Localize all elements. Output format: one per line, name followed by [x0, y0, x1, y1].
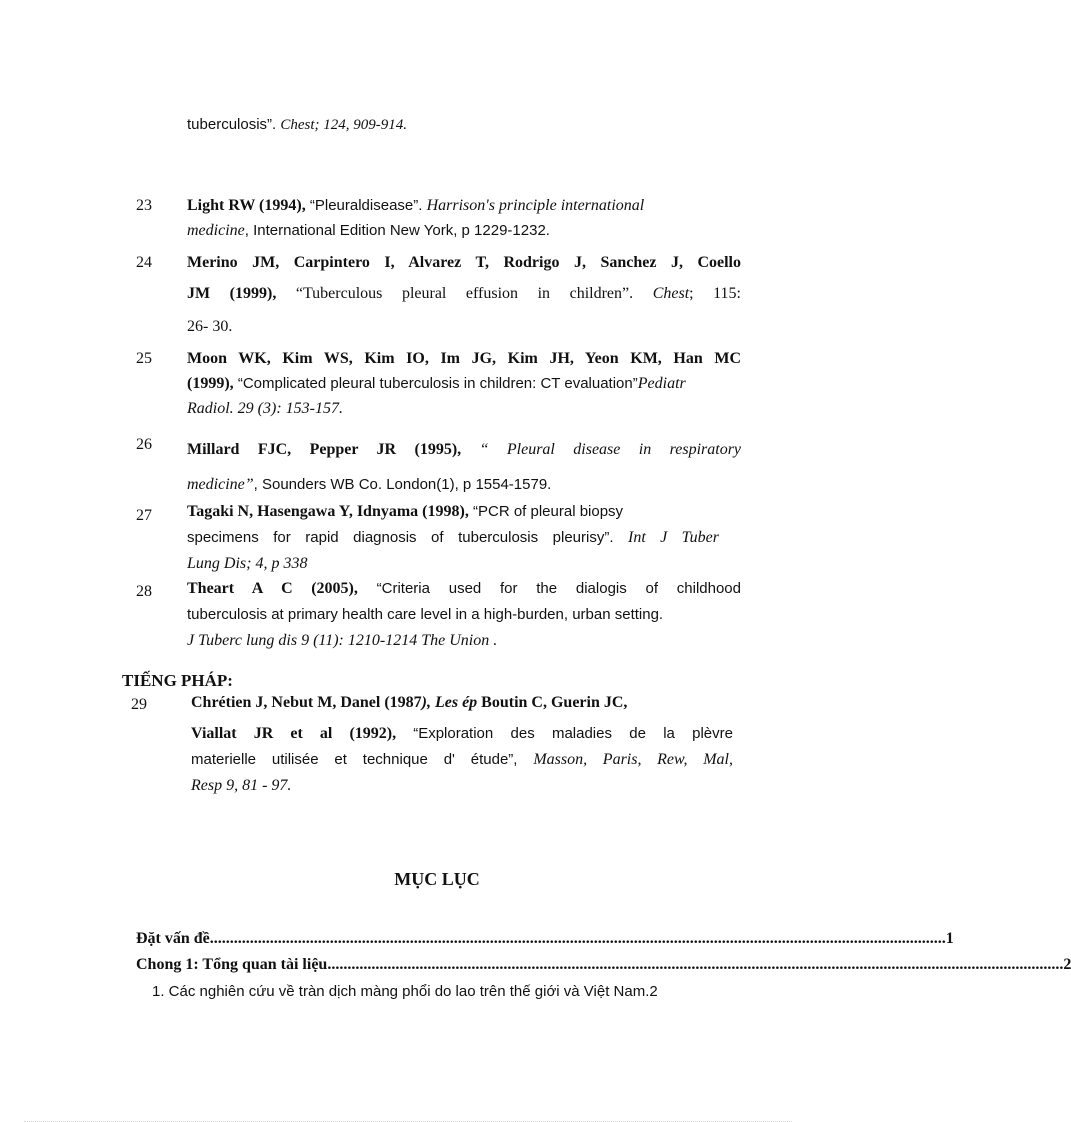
- ref-authors: Chrétien J, Nebut M, Danel (1987: [191, 694, 422, 711]
- ref-23-line-2: [187, 222, 741, 240]
- ref-title: “Pleuraldisease”.: [305, 197, 427, 214]
- ref-authors-more: Boutin C, Guerin JC,: [477, 694, 628, 711]
- ref-authors-cont: Viallat JR et al (1992),: [191, 725, 414, 742]
- ref-authors: Theart A C (2005),: [187, 580, 358, 597]
- ref-journal: Int J Tuber: [628, 529, 719, 546]
- section-heading-french: TIẾNG PHÁP:: [122, 671, 233, 690]
- ref-24-line-3: 26- 30.: [187, 318, 233, 335]
- ref-25-line-1: Moon WK, Kim WS, Kim IO, Im JG, Kim JH, Yeon KM, Han MC: [187, 350, 741, 367]
- ref-title: “Exploration des maladies de la plèvre: [413, 725, 733, 742]
- ref-journal: Harrison's principle international: [426, 197, 645, 214]
- ref-authors: Light RW (1994),: [187, 197, 306, 214]
- toc-sub-entry[interactable]: 1. Các nghiên cứu về tràn dịch màng phổi do lao trên thế giới và Việt Nam.2: [152, 983, 658, 1000]
- ref-number: 23: [136, 197, 152, 214]
- ref-authors-cont: (1999),: [187, 375, 234, 392]
- ref-24-line-2: [187, 285, 741, 303]
- ref-number: 26: [136, 436, 152, 453]
- ref-title-cont: specimens for rapid diagnosis of tuberculosis pleurisy”.: [187, 529, 629, 546]
- toc-leader-dots: ........................................................................................................................................................................................: [209, 930, 946, 947]
- ref-26-line-2: [187, 476, 741, 494]
- ref-27-line-1: [187, 503, 719, 521]
- ref-journal: Pediatr: [637, 375, 686, 392]
- toc-entry-page: 2: [1063, 956, 1071, 973]
- ref-rest: , International Edition New York, p 1229-1232.: [244, 222, 550, 239]
- ref-number: 24: [136, 254, 152, 271]
- ref-28-line-3: J Tuberc lung dis 9 (11): 1210-1214 The Union .: [187, 632, 498, 649]
- ref-29-line-3: [191, 751, 733, 769]
- ref-title: “ Pleural disease in respiratory: [479, 441, 742, 458]
- continuation-line: [187, 116, 407, 134]
- toc-entry-label: Chong 1: Tổng quan tài liệu: [136, 956, 328, 973]
- ref-rest: , Sounders WB Co. London(1), p 1554-1579.: [253, 476, 552, 493]
- ref-25-line-2: [187, 375, 741, 393]
- ref-journal: Chest: [652, 285, 690, 302]
- ref-journal: Masson, Paris, Rew, Mal,: [533, 751, 733, 768]
- ref-title: “Complicated pleural tuberculosis in children: CT evaluation”: [233, 375, 638, 392]
- ref-number: 25: [136, 350, 152, 367]
- ref-27-line-2: [187, 529, 719, 547]
- ref-title: “Tuberculous pleural effusion in children”.: [276, 285, 653, 302]
- ref-24-line-1: Merino JM, Carpintero I, Alvarez T, Rodrigo J, Sanchez J, Coello: [187, 254, 741, 271]
- toc-entry-label: Đặt vấn đề: [136, 930, 210, 947]
- toc-entry[interactable]: [136, 930, 954, 948]
- toc-entry-page: 1: [945, 930, 954, 947]
- ref-journal-cont: medicine: [187, 222, 245, 239]
- continuation-journal: Chest; 124, 909-914.: [280, 117, 408, 133]
- ref-number: 28: [136, 583, 152, 600]
- toc-title: MỤC LỤC: [394, 869, 480, 889]
- ref-authors: Tagaki N, Hasengawa Y, Idnyama (1998),: [187, 503, 469, 520]
- ref-29-line-1: [191, 694, 733, 712]
- ref-25-line-3: Radiol. 29 (3): 153-157.: [187, 400, 343, 417]
- ref-28-line-2: tuberculosis at primary health care level in a high-burden, urban setting.: [187, 606, 664, 623]
- ref-number: 29: [131, 696, 147, 713]
- ref-28-line-1: [187, 580, 741, 598]
- ref-rest: ; 115:: [689, 285, 741, 302]
- ref-authors-italic: ), Les ép: [421, 694, 478, 711]
- ref-23-line-1: [187, 197, 741, 215]
- ref-29-line-4: Resp 9, 81 - 97.: [191, 777, 292, 794]
- ref-authors-cont: JM (1999),: [187, 285, 277, 302]
- page-bottom-border: [24, 1121, 792, 1122]
- ref-26-line-1: [187, 441, 741, 459]
- continuation-text: tuberculosis”.: [187, 116, 281, 133]
- ref-authors: Millard FJC, Pepper JR (1995),: [187, 441, 462, 458]
- ref-29-line-2: [191, 725, 733, 743]
- ref-title: “PCR of pleural biopsy: [468, 503, 624, 520]
- toc-entry[interactable]: [136, 956, 1071, 974]
- ref-title: “Criteria used for the dialogis of childhood: [357, 580, 741, 597]
- ref-title-cont: medicine”: [187, 476, 254, 493]
- ref-27-line-3: Lung Dis; 4, p 338: [187, 555, 308, 572]
- ref-number: 27: [136, 507, 152, 524]
- ref-title-cont: materielle utilisée et technique d' étude”,: [191, 751, 534, 768]
- toc-leader-dots: ........................................................................................................................................................................................: [327, 956, 1064, 973]
